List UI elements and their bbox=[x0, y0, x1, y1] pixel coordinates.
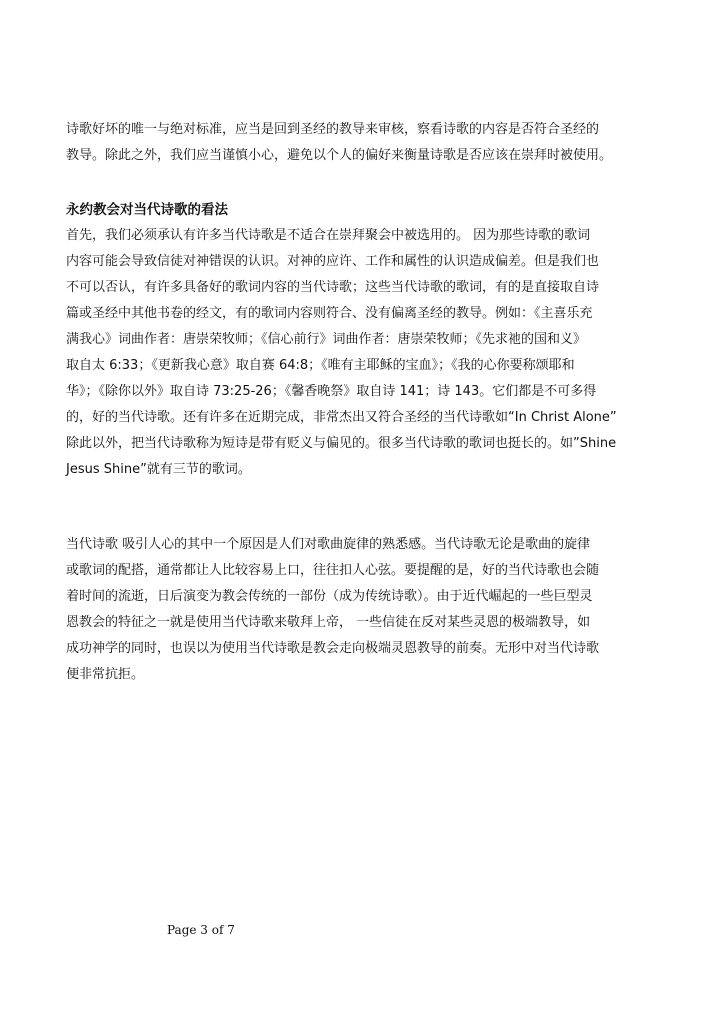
paragraph-line: 的，好的当代诗歌。还有许多在近期完成，非常杰出又符合圣经的当代诗歌如“In Christ Alone” bbox=[66, 410, 617, 425]
paragraph-line: 除此以外，把当代诗歌称为短诗是带有贬义与偏见的。很多当代诗歌的歌词也挺长的。如”Shine bbox=[66, 436, 617, 451]
paragraph-line: Jesus Shine”就有三节的歌词。 bbox=[66, 462, 251, 477]
paragraph-line: 当代诗歌 吸引人心的其中一个原因是人们对歌曲旋律的熟悉感。当代诗歌无论是歌曲的旋律 bbox=[66, 537, 591, 552]
paragraph-line: 满我心》词曲作者：唐崇荣牧师；《信心前行》词曲作者：唐崇荣牧师；《先求祂的国和义》 bbox=[66, 332, 587, 347]
paragraph-modern-hymn-appeal bbox=[66, 532, 658, 688]
paragraph-hymn-standard bbox=[66, 117, 658, 169]
paragraph-line: 内容可能会导致信徒对神错误的认识。对神的应许、工作和属性的认识造成偏差。但是我们也 bbox=[66, 254, 600, 269]
page-number: Page 3 of 7 bbox=[167, 923, 235, 937]
paragraph-line: 恩教会的特征之一就是使用当代诗歌来敬拜上帝， 一些信徒在反对某些灵恩的极端教导，如 bbox=[66, 615, 591, 630]
paragraph-line: 诗歌好坏的唯一与绝对标准，应当是回到圣经的教导来审核，察看诗歌的内容是否符合圣经的 bbox=[66, 122, 600, 137]
paragraph-line: 不可以否认，有许多具备好的歌词内容的当代诗歌；这些当代诗歌的歌词，有的是直接取自诗 bbox=[66, 280, 600, 295]
paragraph-line: 或歌词的配搭，通常都让人比较容易上口，往往扣人心弦。要提醒的是，好的当代诗歌也会随 bbox=[66, 563, 600, 578]
paragraph-line: 便非常抗拒。 bbox=[66, 667, 145, 682]
paragraph-line: 着时间的流逝，日后演变为教会传统的一部份（成为传统诗歌）。由于近代崛起的一些巨型灵 bbox=[66, 589, 593, 604]
paragraph-line: 成功神学的同时，也误以为使用当代诗歌是教会走向极端灵恩教导的前奏。无形中对当代诗歌 bbox=[66, 641, 600, 656]
paragraph-line: 取自太 6:33；《更新我心意》取自赛 64:8；《唯有主耶稣的宝血》；《我的心你要称颂耶和 bbox=[66, 358, 575, 373]
paragraph-line: 教导。除此之外，我们应当谨慎小心，避免以个人的偏好来衡量诗歌是否应该在崇拜时被使用。 bbox=[66, 148, 613, 163]
paragraph-church-view bbox=[66, 223, 658, 483]
paragraph-line: 华》；《除你以外》取自诗 73:25-26；《馨香晚祭》取自诗 141；诗 143。它们都是不可多得 bbox=[66, 384, 597, 399]
section-heading: 永约教会对当代诗歌的看法 bbox=[66, 202, 228, 218]
paragraph-line: 篇或圣经中其他书卷的经文，有的歌词内容则符合、没有偏离圣经的教导。例如：《主喜乐充 bbox=[66, 306, 593, 321]
paragraph-line: 首先，我们必须承认有许多当代诗歌是不适合在崇拜聚会中被选用的。 因为那些诗歌的歌词 bbox=[66, 228, 591, 243]
